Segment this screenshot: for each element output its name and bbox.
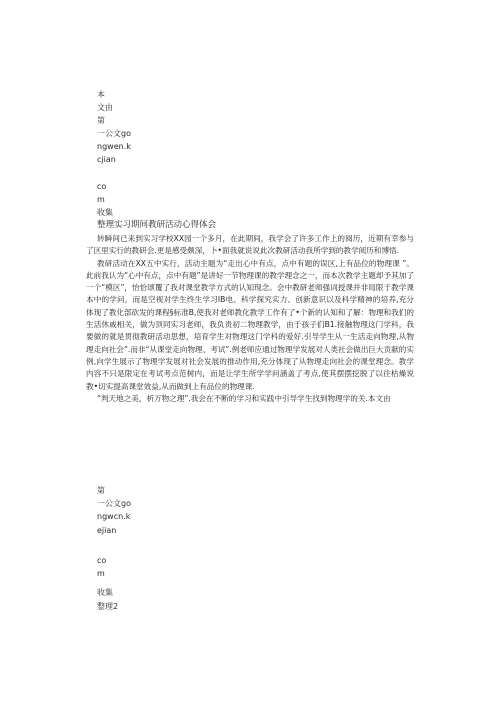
paragraph: 转瞬间已来到实习学校XX园一个多月，在此期间，我学会了许多工作上的阅历，近期有幸参与了区里实行的教研会.更是感受颇深，卜•面我就说说此次教研活动我所学到的教学阅历和博悟. (86, 234, 414, 256)
collect-label: 收集 (97, 208, 113, 217)
watermark-fragment: ejian (97, 526, 117, 535)
watermark-fragment: 一公文go (97, 499, 131, 508)
document-title: 整理实习期间教研活动心得体会 (97, 220, 217, 230)
paragraph: “判天地之美，析万物之理”.我会在不断的学习和实践中引导学生找到物理学的关.本文由 (97, 393, 391, 403)
page-label: 整理2 (97, 602, 119, 611)
collect-label: 收集 (97, 588, 113, 597)
watermark-fragment: 一公文go (97, 129, 131, 138)
paragraph: 教研活动在XX五中实行，活动主题为“走出心中有点，点中有题的误区,上有品位的物理课 ”。此前我认为“心中有点，点中有题”是讲好一节物理课的教学理念之一，而本次教学主题却予其加了一个“模区”，怡恰颂覆了我对课堂教学方式的认知现念。会中教研老师强词授课并非局限于教学课本中的学问，而是空视对学生终生学习IB电、科学探究实力、创新意识以及科学精神的培养,充分体现了教化部砍发的课程§标准B,使我对老师教化教学工作有了•个新的认知和了解：物理和我们的生活休戚相关，做为顶同实习老师，我负责初二物理教学，由于孩子们B1.接触物理这门学科，我要做的就是贯彻教研活动思想，培育学生对物理这门学科的爱好.引导学生从一生活走向物理,从物理走向社会”.而非“从课堂走向物理、考试”.例老师应通过物理学发展对人类社会做出巨大贡献的实例,向学生展示了物理学发展对社会发展的推动作用,充分体现了从物理走向社会的课堂理念。教学内容不只是限定在考试考点范树内，而是让学生所学学问涵盖了考点,使其摆摆挖脱了以往枯燥说教•切实提高课堂效益,从而做到上有品位的物理课. (86, 258, 414, 391)
watermark-fragment: ngwen.k (97, 142, 131, 151)
watermark-fragment: m (97, 569, 105, 578)
watermark-fragment: co (97, 556, 107, 565)
watermark-fragment: ngwcn.k (97, 512, 131, 521)
watermark-fragment: co (97, 182, 107, 191)
watermark-fragment: 第 (97, 116, 105, 125)
watermark-fragment: 本 (97, 90, 105, 99)
watermark-fragment: m (97, 195, 105, 204)
watermark-fragment: cjian (97, 155, 116, 164)
body-text (86, 233, 414, 405)
watermark-fragment: 第 (97, 486, 105, 495)
watermark-fragment: 文由 (97, 103, 113, 112)
